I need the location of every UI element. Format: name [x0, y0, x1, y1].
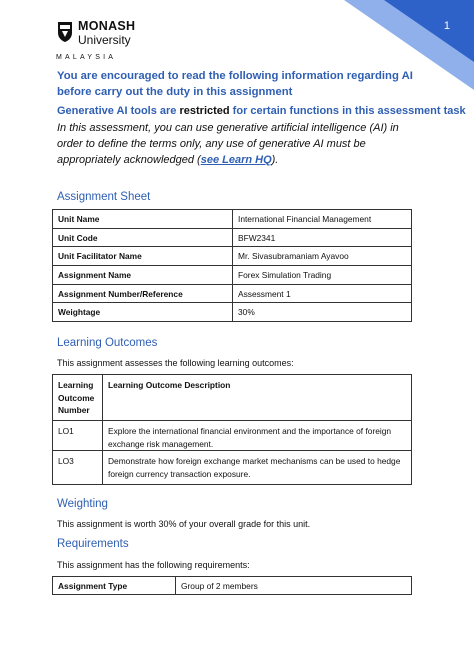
table-row — [53, 451, 412, 485]
sheet-label: Unit Name — [53, 210, 233, 229]
table-row — [53, 421, 412, 451]
sheet-label: Unit Facilitator Name — [53, 247, 233, 266]
logo-line-malaysia: MALAYSIA — [56, 53, 117, 61]
table-row — [53, 210, 412, 229]
weighting-heading: Weighting — [57, 498, 108, 510]
learn-hq-link[interactable]: see Learn HQ — [200, 154, 272, 166]
outcome-description: Explore the international financial environment and the importance of foreign exchange risk management. — [103, 421, 412, 451]
sheet-value: International Financial Management — [233, 210, 412, 229]
table-header-row — [53, 375, 412, 421]
sheet-value: 30% — [233, 303, 412, 322]
ai-heading-part1: Generative AI tools are — [57, 105, 180, 117]
table-row — [53, 247, 412, 266]
column-header-description: Learning Outcome Description — [103, 375, 412, 421]
sheet-value: Forex Simulation Trading — [233, 266, 412, 285]
ai-policy-text — [57, 120, 419, 168]
table-row — [53, 228, 412, 247]
monash-logo — [57, 20, 135, 61]
table-row — [53, 284, 412, 303]
ai-tools-heading — [57, 105, 466, 117]
assignment-sheet-table — [52, 209, 412, 322]
requirements-table — [52, 576, 412, 595]
weighting-text: This assignment is worth 30% of your overall grade for this unit. — [57, 519, 311, 529]
table-row — [53, 303, 412, 322]
requirement-value: Group of 2 members — [176, 577, 412, 595]
ai-body-end: ). — [271, 154, 279, 166]
table-row — [53, 266, 412, 285]
sheet-label: Weightage — [53, 303, 233, 322]
sheet-value: BFW2341 — [233, 228, 412, 247]
sheet-label: Assignment Number/Reference — [53, 284, 233, 303]
requirement-label: Assignment Type — [53, 577, 176, 595]
requirements-intro: This assignment has the following requirements: — [57, 560, 250, 570]
ai-heading-restricted: restricted — [179, 105, 230, 117]
intro-heading: You are encouraged to read the following information regarding AI before carry out the duty in this assignment — [57, 70, 413, 98]
learning-outcomes-table — [52, 374, 412, 485]
sheet-value: Assessment 1 — [233, 284, 412, 303]
assignment-sheet-heading: Assignment Sheet — [57, 191, 151, 203]
column-header-number: Learning Outcome Number — [53, 375, 103, 421]
sheet-label: Unit Code — [53, 228, 233, 247]
outcome-number: LO1 — [53, 421, 103, 451]
requirements-heading: Requirements — [57, 538, 129, 550]
logo-line-university: University — [78, 32, 131, 47]
table-row — [53, 577, 412, 595]
page-number: 1 — [443, 20, 450, 32]
sheet-label: Assignment Name — [53, 266, 233, 285]
outcome-description: Demonstrate how foreign exchange market mechanisms can be used to hedge foreign currency transaction exposure. — [103, 451, 412, 485]
ai-heading-part3: for certain functions in this assessment task — [229, 105, 466, 117]
learning-outcomes-intro: This assignment assesses the following learning outcomes: — [57, 358, 294, 368]
monash-shield-icon — [57, 21, 73, 43]
ai-body-text: In this assessment, you can use generative artificial intelligence (AI) in order to define the terms only, any use of generative AI must be appropriately acknowledged ( — [57, 122, 399, 166]
sheet-value: Mr. Sivasubramaniam Ayavoo — [233, 247, 412, 266]
learning-outcomes-heading: Learning Outcomes — [57, 337, 158, 349]
outcome-number: LO3 — [53, 451, 103, 485]
logo-wordmark — [56, 19, 136, 61]
logo-line-monash: MONASH — [78, 19, 136, 33]
